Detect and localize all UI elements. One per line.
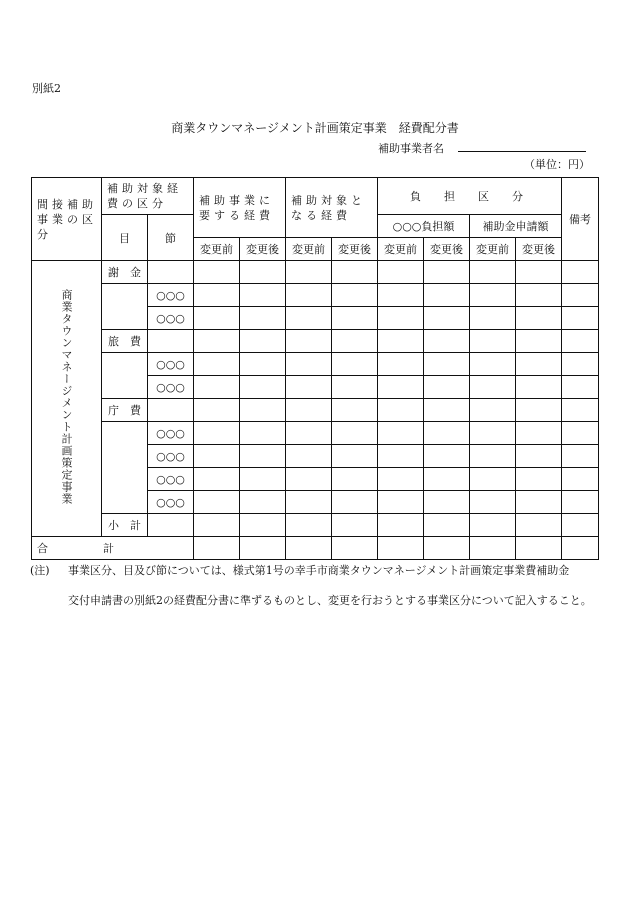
amount-cell[interactable] — [516, 399, 562, 422]
amount-cell[interactable] — [424, 307, 470, 330]
setsu-cell: ○○○ — [148, 376, 194, 399]
setsu-cell: ○○○ — [148, 445, 194, 468]
amount-cell[interactable] — [378, 514, 424, 537]
applicant-name-field[interactable] — [458, 151, 586, 152]
amount-cell[interactable] — [286, 284, 332, 307]
note-label: (注) — [30, 564, 50, 577]
setsu-cell: ○○○ — [148, 284, 194, 307]
business-name-cell — [32, 261, 102, 537]
amount-cell[interactable] — [194, 468, 240, 491]
amount-cell[interactable] — [332, 468, 378, 491]
amount-cell[interactable] — [516, 330, 562, 353]
amount-cell[interactable] — [516, 422, 562, 445]
amount-cell[interactable] — [240, 468, 286, 491]
amount-cell[interactable] — [286, 261, 332, 284]
amount-cell[interactable] — [240, 399, 286, 422]
header-setsu: 節 — [148, 215, 194, 261]
table-row — [32, 284, 599, 307]
total-label: 合 計 — [32, 537, 194, 560]
amount-cell[interactable] — [194, 307, 240, 330]
header-before: 変更前 — [194, 238, 240, 261]
setsu-cell: ○○○ — [148, 468, 194, 491]
amount-cell[interactable] — [194, 445, 240, 468]
header-business-category: 間接補助事業の区分 — [32, 178, 102, 261]
amount-cell[interactable] — [378, 353, 424, 376]
amount-cell[interactable] — [424, 399, 470, 422]
amount-cell[interactable] — [332, 445, 378, 468]
setsu-cell: ○○○ — [148, 422, 194, 445]
table-row — [32, 514, 599, 537]
amount-cell[interactable] — [194, 330, 240, 353]
amount-cell[interactable] — [470, 284, 516, 307]
header-eligible-cost: 補助対象となる経費 — [286, 178, 378, 238]
amount-cell[interactable] — [378, 399, 424, 422]
annex-number: 別紙2 — [32, 82, 61, 95]
note-text-line-1: 事業区分、目及び節については、様式第1号の幸手市商業タウンマネージメント計画策定事業費補助金 — [68, 564, 570, 577]
remarks-cell[interactable] — [562, 284, 599, 307]
total-amount-cell[interactable] — [516, 537, 562, 560]
amount-cell[interactable] — [516, 353, 562, 376]
amount-cell[interactable] — [194, 353, 240, 376]
amount-cell[interactable] — [240, 376, 286, 399]
amount-cell[interactable] — [286, 468, 332, 491]
table-row — [32, 330, 599, 353]
setsu-cell: ○○○ — [148, 307, 194, 330]
amount-cell[interactable] — [424, 445, 470, 468]
amount-cell[interactable] — [332, 422, 378, 445]
cost-allocation-table — [31, 177, 599, 560]
amount-cell[interactable] — [470, 491, 516, 514]
header-project-cost: 補助事業に要する経費 — [194, 178, 286, 238]
note-text-line-2: 交付申請書の別紙2の経費配分書に準ずるものとし、変更を行おうとする事業区分について記入すること。 — [68, 594, 592, 607]
setsu-cell — [148, 261, 194, 284]
setsu-cell — [148, 399, 194, 422]
moku-cell — [102, 422, 148, 514]
amount-cell[interactable] — [332, 330, 378, 353]
remarks-cell[interactable] — [562, 261, 599, 284]
amount-cell[interactable] — [332, 284, 378, 307]
amount-cell[interactable] — [194, 514, 240, 537]
amount-cell[interactable] — [240, 445, 286, 468]
amount-cell[interactable] — [286, 399, 332, 422]
amount-cell[interactable] — [286, 307, 332, 330]
amount-cell[interactable] — [378, 330, 424, 353]
amount-cell[interactable] — [194, 399, 240, 422]
unit-label: （単位：円） — [524, 158, 590, 171]
header-after: 変更後 — [240, 238, 286, 261]
amount-cell[interactable] — [516, 491, 562, 514]
header-after: 変更後 — [332, 238, 378, 261]
header-remarks: 備考 — [562, 178, 599, 261]
remarks-cell[interactable] — [562, 445, 599, 468]
amount-cell[interactable] — [378, 376, 424, 399]
amount-cell[interactable] — [424, 284, 470, 307]
amount-cell[interactable] — [470, 330, 516, 353]
moku-cell — [102, 353, 148, 399]
amount-cell[interactable] — [240, 261, 286, 284]
amount-cell[interactable] — [424, 376, 470, 399]
header-burden: 負 担 区 分 — [378, 178, 562, 215]
amount-cell[interactable] — [286, 422, 332, 445]
document-title: 商業タウンマネージメント計画策定事業 経費配分書 — [171, 121, 459, 135]
amount-cell[interactable] — [332, 399, 378, 422]
amount-cell[interactable] — [332, 261, 378, 284]
amount-cell[interactable] — [332, 514, 378, 537]
remarks-cell[interactable] — [562, 376, 599, 399]
amount-cell[interactable] — [424, 330, 470, 353]
amount-cell[interactable] — [286, 491, 332, 514]
total-amount-cell[interactable] — [332, 537, 378, 560]
amount-cell[interactable] — [378, 261, 424, 284]
amount-cell[interactable] — [470, 307, 516, 330]
amount-cell[interactable] — [470, 514, 516, 537]
header-own-burden: ○○○負担額 — [378, 215, 470, 238]
amount-cell[interactable] — [378, 491, 424, 514]
amount-cell[interactable] — [470, 422, 516, 445]
total-amount-cell[interactable] — [424, 537, 470, 560]
remarks-cell[interactable] — [562, 514, 599, 537]
amount-cell[interactable] — [424, 491, 470, 514]
business-name: 商業タウンマネージメント計画策定事業 — [60, 289, 73, 505]
header-before: 変更前 — [378, 238, 424, 261]
remarks-cell[interactable] — [562, 353, 599, 376]
amount-cell[interactable] — [516, 376, 562, 399]
amount-cell[interactable] — [424, 514, 470, 537]
amount-cell[interactable] — [424, 468, 470, 491]
amount-cell[interactable] — [286, 514, 332, 537]
header-before: 変更前 — [286, 238, 332, 261]
amount-cell[interactable] — [470, 468, 516, 491]
amount-cell[interactable] — [332, 491, 378, 514]
amount-cell[interactable] — [240, 491, 286, 514]
remarks-cell[interactable] — [562, 399, 599, 422]
header-cost-class: 補助対象経費の区分 — [102, 178, 194, 215]
amount-cell[interactable] — [516, 261, 562, 284]
table-row — [32, 261, 599, 284]
amount-cell[interactable] — [378, 445, 424, 468]
total-amount-cell[interactable] — [378, 537, 424, 560]
table-row — [32, 422, 599, 445]
header-moku: 目 — [102, 215, 148, 261]
amount-cell[interactable] — [240, 514, 286, 537]
moku-cell: 謝 金 — [102, 261, 148, 284]
amount-cell[interactable] — [240, 307, 286, 330]
setsu-cell: ○○○ — [148, 491, 194, 514]
header-after: 変更後 — [516, 238, 562, 261]
remarks-cell[interactable] — [562, 468, 599, 491]
amount-cell[interactable] — [240, 330, 286, 353]
amount-cell[interactable] — [378, 422, 424, 445]
amount-cell[interactable] — [286, 330, 332, 353]
table-row — [32, 353, 599, 376]
amount-cell[interactable] — [240, 422, 286, 445]
amount-cell[interactable] — [332, 376, 378, 399]
total-amount-cell[interactable] — [286, 537, 332, 560]
table-row — [32, 399, 599, 422]
amount-cell[interactable] — [240, 353, 286, 376]
amount-cell[interactable] — [240, 284, 286, 307]
header-before: 変更前 — [470, 238, 516, 261]
amount-cell[interactable] — [194, 376, 240, 399]
amount-cell[interactable] — [516, 307, 562, 330]
amount-cell[interactable] — [378, 284, 424, 307]
amount-cell[interactable] — [470, 353, 516, 376]
amount-cell[interactable] — [424, 422, 470, 445]
amount-cell[interactable] — [332, 353, 378, 376]
amount-cell[interactable] — [194, 422, 240, 445]
moku-cell: 小 計 — [102, 514, 148, 537]
amount-cell[interactable] — [194, 284, 240, 307]
remarks-cell[interactable] — [562, 491, 599, 514]
remarks-cell[interactable] — [562, 537, 599, 560]
amount-cell[interactable] — [470, 376, 516, 399]
header-after: 変更後 — [424, 238, 470, 261]
amount-cell[interactable] — [194, 491, 240, 514]
setsu-cell — [148, 330, 194, 353]
amount-cell[interactable] — [194, 261, 240, 284]
amount-cell[interactable] — [516, 514, 562, 537]
moku-cell: 庁 費 — [102, 399, 148, 422]
amount-cell[interactable] — [378, 468, 424, 491]
moku-cell: 旅 費 — [102, 330, 148, 353]
amount-cell[interactable] — [470, 445, 516, 468]
remarks-cell[interactable] — [562, 307, 599, 330]
setsu-cell — [148, 514, 194, 537]
amount-cell[interactable] — [516, 284, 562, 307]
amount-cell[interactable] — [286, 376, 332, 399]
amount-cell[interactable] — [516, 445, 562, 468]
amount-cell[interactable] — [286, 445, 332, 468]
amount-cell[interactable] — [378, 307, 424, 330]
setsu-cell: ○○○ — [148, 353, 194, 376]
amount-cell[interactable] — [332, 307, 378, 330]
total-amount-cell[interactable] — [240, 537, 286, 560]
total-amount-cell[interactable] — [470, 537, 516, 560]
remarks-cell[interactable] — [562, 330, 599, 353]
moku-cell — [102, 284, 148, 330]
amount-cell[interactable] — [286, 353, 332, 376]
amount-cell[interactable] — [424, 353, 470, 376]
remarks-cell[interactable] — [562, 422, 599, 445]
amount-cell[interactable] — [424, 261, 470, 284]
amount-cell[interactable] — [516, 468, 562, 491]
applicant-label: 補助事業者名 — [378, 142, 444, 155]
amount-cell[interactable] — [470, 399, 516, 422]
total-row — [32, 537, 599, 560]
amount-cell[interactable] — [470, 261, 516, 284]
total-amount-cell[interactable] — [194, 537, 240, 560]
header-subsidy-request: 補助金申請額 — [470, 215, 562, 238]
